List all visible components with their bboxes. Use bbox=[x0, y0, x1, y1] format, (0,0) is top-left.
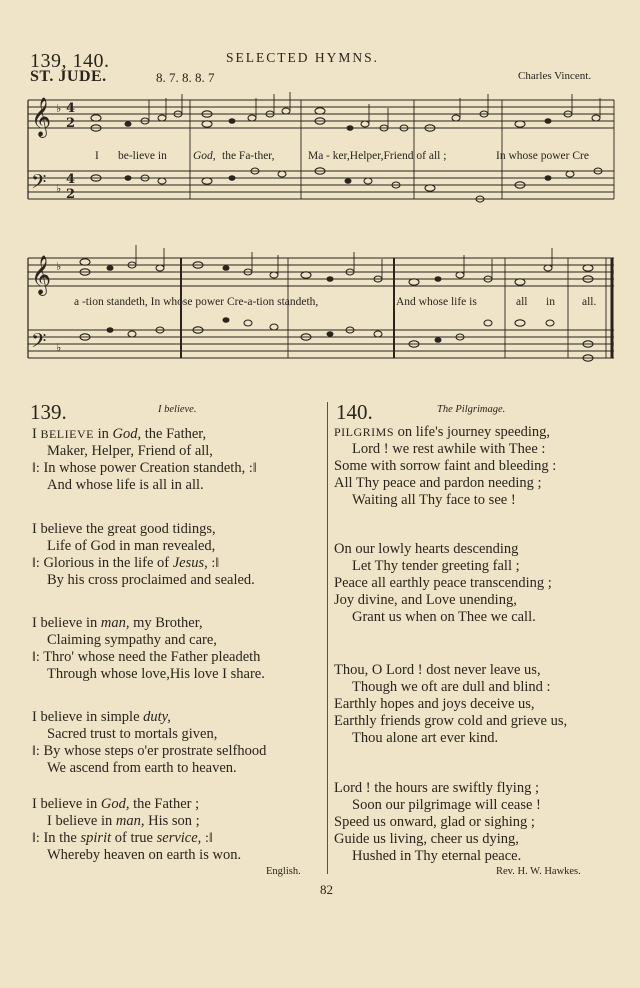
verse-line: Maker, Helper, Friend of all, bbox=[47, 443, 213, 459]
verse-line: Waiting all Thy face to see ! bbox=[352, 492, 516, 508]
verse-line: Hushed in Thy eternal peace. bbox=[352, 848, 522, 864]
verse-line: We ascend from earth to heaven. bbox=[47, 760, 237, 776]
svg-text:4: 4 bbox=[66, 101, 76, 116]
hymn-140-number: 140. bbox=[336, 400, 373, 424]
verse-line: All Thy peace and pardon needing ; bbox=[334, 475, 542, 491]
verse-line: Thou alone art ever kind. bbox=[352, 730, 499, 746]
verse-line: ‖: Glorious in the life of Jesus, :‖ bbox=[32, 555, 220, 571]
music-notation bbox=[0, 0, 640, 380]
hymn-139-credit: English. bbox=[266, 866, 301, 877]
verse-line: Guide us living, cheer us dying, bbox=[334, 831, 519, 847]
verse-line: Whereby heaven on earth is won. bbox=[47, 847, 242, 863]
music-lyric: And whose life is bbox=[396, 296, 477, 308]
verse-line: I believe in man, His son ; bbox=[47, 813, 200, 829]
music-lyric: Ma bbox=[308, 150, 324, 162]
svg-text:♭: ♭ bbox=[56, 260, 62, 273]
verse-line: And whose life is all in all. bbox=[47, 477, 204, 493]
verse-line: Joy divine, and Love unending, bbox=[334, 592, 517, 608]
svg-text:𝄢: 𝄢 bbox=[31, 329, 47, 357]
verse-line: PILGRIMS on life's journey speeding, bbox=[334, 424, 551, 440]
verse-line: Sacred trust to mortals given, bbox=[47, 726, 218, 742]
verse-line: ‖: By whose steps o'er prostrate selfhood bbox=[32, 743, 267, 759]
verse-line: Lord ! we rest awhile with Thee : bbox=[352, 441, 546, 457]
verse-line: Earthly friends grow cold and grieve us, bbox=[334, 713, 568, 729]
verse-line: Soon our pilgrimage will cease ! bbox=[352, 797, 541, 813]
verse-line: Lord ! the hours are swiftly flying ; bbox=[334, 780, 539, 796]
music-lyric: in bbox=[546, 296, 555, 308]
svg-text:♭: ♭ bbox=[56, 102, 62, 115]
verse-line: Peace all earthly peace transcending ; bbox=[334, 575, 552, 591]
hymn-140-subtitle: The Pilgrimage. bbox=[437, 404, 506, 415]
svg-text:2: 2 bbox=[66, 187, 76, 202]
music-lyric: - ker,Helper,Friend of all ; bbox=[326, 150, 447, 162]
verse-line: Let Thy tender greeting fall ; bbox=[352, 558, 520, 574]
column-divider bbox=[327, 402, 328, 874]
verse-line: Through whose love,His love I share. bbox=[47, 666, 265, 682]
verse-line: ‖: Thro' whose need the Father pleadeth bbox=[32, 649, 261, 665]
verse-line: Grant us when on Thee we call. bbox=[352, 609, 536, 625]
verse-line: Thou, O Lord ! dost never leave us, bbox=[334, 662, 541, 678]
verse-line: Some with sorrow faint and bleeding : bbox=[334, 458, 557, 474]
tune-name: ST. JUDE. bbox=[30, 68, 107, 85]
hymn-139-number: 139. bbox=[30, 400, 67, 424]
page-number: 82 bbox=[320, 882, 333, 897]
svg-text:𝄞: 𝄞 bbox=[31, 255, 52, 295]
music-lyric: God, bbox=[193, 150, 216, 162]
music-lyric: In whose power Cre bbox=[496, 150, 589, 162]
svg-text:2: 2 bbox=[66, 116, 76, 131]
verse-line: Life of God in man revealed, bbox=[47, 538, 216, 554]
music-lyric: all. bbox=[582, 296, 597, 308]
hymn-numbers: 139, 140. bbox=[30, 50, 110, 72]
verse-line: I believe in God, the Father ; bbox=[32, 796, 200, 812]
verse-line: Earthly hopes and joys deceive us, bbox=[334, 696, 535, 712]
verse-line: Speed us onward, glad or sighing ; bbox=[334, 814, 535, 830]
verse-line: I believe in simple duty, bbox=[32, 709, 171, 725]
svg-text:𝄞: 𝄞 bbox=[31, 97, 52, 137]
music-lyric: I bbox=[95, 150, 99, 162]
music-lyric: be-lieve in bbox=[118, 150, 167, 162]
svg-text:♭: ♭ bbox=[56, 182, 62, 195]
composer: Charles Vincent. bbox=[518, 70, 592, 82]
verse-line: Though we oft are dull and blind : bbox=[352, 679, 551, 695]
hymn-139-subtitle: I believe. bbox=[158, 404, 197, 415]
verse-line: I believe in man, my Brother, bbox=[32, 615, 203, 631]
svg-text:4: 4 bbox=[66, 172, 76, 187]
section-title: SELECTED HYMNS. bbox=[226, 50, 380, 65]
svg-text:♭: ♭ bbox=[56, 341, 62, 354]
verse-line: ‖: In the spirit of true service, :‖ bbox=[32, 830, 213, 846]
music-lyric: all bbox=[516, 296, 528, 308]
verse-line: On our lowly hearts descending bbox=[334, 541, 519, 557]
svg-text:𝄢: 𝄢 bbox=[31, 170, 47, 198]
verse-line: I BELIEVE in God, the Father, bbox=[32, 426, 207, 442]
verse-line: ‖: In whose power Creation standeth, :‖ bbox=[32, 460, 257, 476]
hymn-140-credit: Rev. H. W. Hawkes. bbox=[496, 866, 581, 877]
music-lyric: a -tion standeth, In whose power Cre-a-tion standeth, bbox=[74, 296, 319, 308]
verse-line: I believe the great good tidings, bbox=[32, 521, 216, 537]
tune-meter: 8. 7. 8. 8. 7 bbox=[156, 70, 215, 85]
music-lyric: the Fa-ther, bbox=[222, 150, 275, 162]
verse-line: By his cross proclaimed and sealed. bbox=[47, 572, 255, 588]
verse-line: Claiming sympathy and care, bbox=[47, 632, 217, 648]
